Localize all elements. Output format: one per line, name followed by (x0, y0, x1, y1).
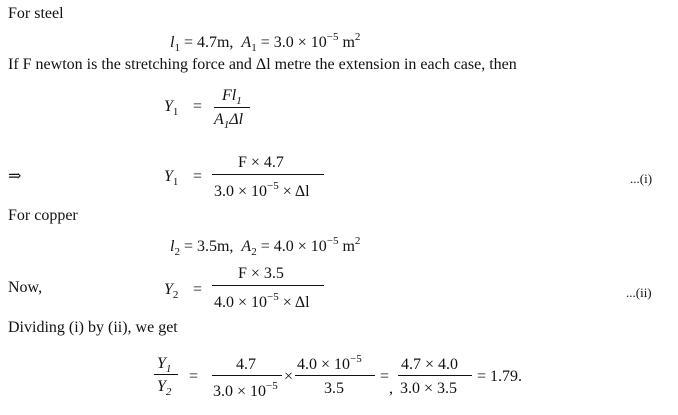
intro-paragraph: If F newton is the stretching force and Δl metre the extension in each case, then (8, 56, 517, 73)
y2-den-exponent: −5 (267, 291, 279, 303)
y2-den-base: 4.0 × 10 (214, 294, 268, 311)
ratio-f1-den-base: 3.0 × 10 (213, 383, 267, 400)
ratio-lhs-num-symbol: Y (157, 355, 166, 372)
ratio-lhs-num-subscript: 1 (165, 363, 172, 375)
copper-area-symbol: A (241, 238, 252, 255)
dividing-paragraph: Dividing (i) by (ii), we get (8, 319, 178, 336)
ratio-lhs-den-symbol: Y (157, 378, 166, 395)
ratio-result: = 1.79. (477, 368, 523, 385)
ratio-f1-bar (212, 375, 282, 376)
y1-def-den-a: A (214, 111, 224, 128)
copper-values (170, 236, 360, 258)
ratio-f2-bar (295, 375, 375, 376)
ratio-f2-numerator (297, 354, 362, 373)
eq-y1-numerator: F × 4.7 (238, 154, 284, 171)
copper-area-unit-exponent: 2 (354, 235, 361, 247)
ratio-f2-num-base: 4.0 × 10 (297, 356, 351, 373)
eq-y2-fraction-bar (212, 285, 324, 286)
ratio-f2-num-exponent: −5 (350, 353, 362, 365)
ratio-f3-numerator: 4.7 × 4.0 (401, 356, 459, 373)
ratio-lhs-numerator (157, 356, 171, 375)
y2-den-rest: × Δl (278, 294, 310, 311)
copper-heading: For copper (8, 207, 78, 224)
ratio-f1-denominator (213, 381, 278, 400)
implies-arrow: ⇒ (8, 168, 22, 185)
y1-def-subscript: 1 (172, 106, 179, 118)
eq-y1-def-denominator (214, 112, 243, 131)
steel-area-unit-exponent: 2 (354, 31, 361, 43)
ratio-lhs-den-subscript: 2 (165, 386, 172, 398)
steel-area-value: = 3.0 × 10 (256, 34, 327, 51)
y1-def-den-a-subscript: 1 (223, 119, 230, 131)
eq-y1-def-lhs (164, 99, 178, 118)
equation-marker-i: ...(i) (630, 171, 653, 186)
eq-y1-lhs (164, 169, 178, 188)
steel-length-value: = 4.7m, (179, 34, 234, 51)
ratio-lhs-denominator (157, 379, 171, 398)
copper-area-unit: m (338, 238, 355, 255)
equation-marker-ii: ...(ii) (626, 285, 652, 300)
copper-length-subscript: 2 (174, 246, 180, 258)
copper-area-subscript: 2 (251, 246, 257, 258)
y1-def-den-rest: Δl (229, 111, 244, 128)
ratio-f2-denominator: 3.5 (324, 380, 344, 397)
y1-subscript: 1 (172, 176, 179, 188)
eq-y2-equals: = (193, 281, 203, 298)
ratio-f3-bar (398, 375, 472, 376)
steel-area-subscript: 1 (251, 42, 257, 54)
steel-heading: For steel (8, 5, 64, 22)
ratio-equals-1: = (189, 368, 199, 385)
steel-length-symbol: l (170, 34, 175, 51)
ratio-f1-den-exponent: −5 (266, 380, 278, 392)
steel-length-subscript: 1 (174, 42, 180, 54)
eq-y1-equals: = (193, 168, 203, 185)
ratio-lhs-bar (154, 374, 178, 375)
copper-length-symbol: l (170, 238, 175, 255)
now-label: Now, (8, 279, 43, 296)
steel-area-unit: m (338, 34, 355, 51)
y1-symbol: Y (164, 168, 173, 185)
ratio-f1-numerator: 4.7 (236, 356, 256, 373)
eq-y2-lhs (164, 282, 178, 301)
eq-y1-def-numerator (222, 88, 242, 107)
ratio-f3-denominator: 3.0 × 3.5 (400, 380, 458, 397)
ratio-comma: , (389, 380, 393, 397)
y1-den-rest: × Δl (278, 183, 310, 200)
y1-def-symbol: Y (164, 98, 173, 115)
copper-area-value: = 4.0 × 10 (256, 238, 327, 255)
eq-y2-denominator (214, 292, 310, 311)
eq-y2-numerator: F × 3.5 (238, 265, 284, 282)
steel-values (170, 32, 360, 54)
eq-y1-def-fraction-bar (214, 107, 250, 108)
ratio-times: × (284, 368, 294, 385)
y1-def-num-subscript: 1 (236, 95, 242, 107)
steel-area-exponent: −5 (326, 31, 339, 43)
y1-den-base: 3.0 × 10 (214, 183, 268, 200)
y2-symbol: Y (164, 281, 173, 298)
y1-den-exponent: −5 (267, 180, 279, 192)
y1-def-num-text: Fl (222, 87, 237, 104)
eq-y1-def-equals: = (193, 98, 203, 115)
eq-y1-fraction-bar (212, 174, 324, 175)
copper-length-value: = 3.5m, (179, 238, 234, 255)
ratio-equals-2: = (380, 368, 390, 385)
eq-y1-denominator (214, 181, 310, 200)
steel-area-symbol: A (241, 34, 252, 51)
y2-subscript: 2 (172, 289, 179, 301)
copper-area-exponent: −5 (326, 235, 339, 247)
